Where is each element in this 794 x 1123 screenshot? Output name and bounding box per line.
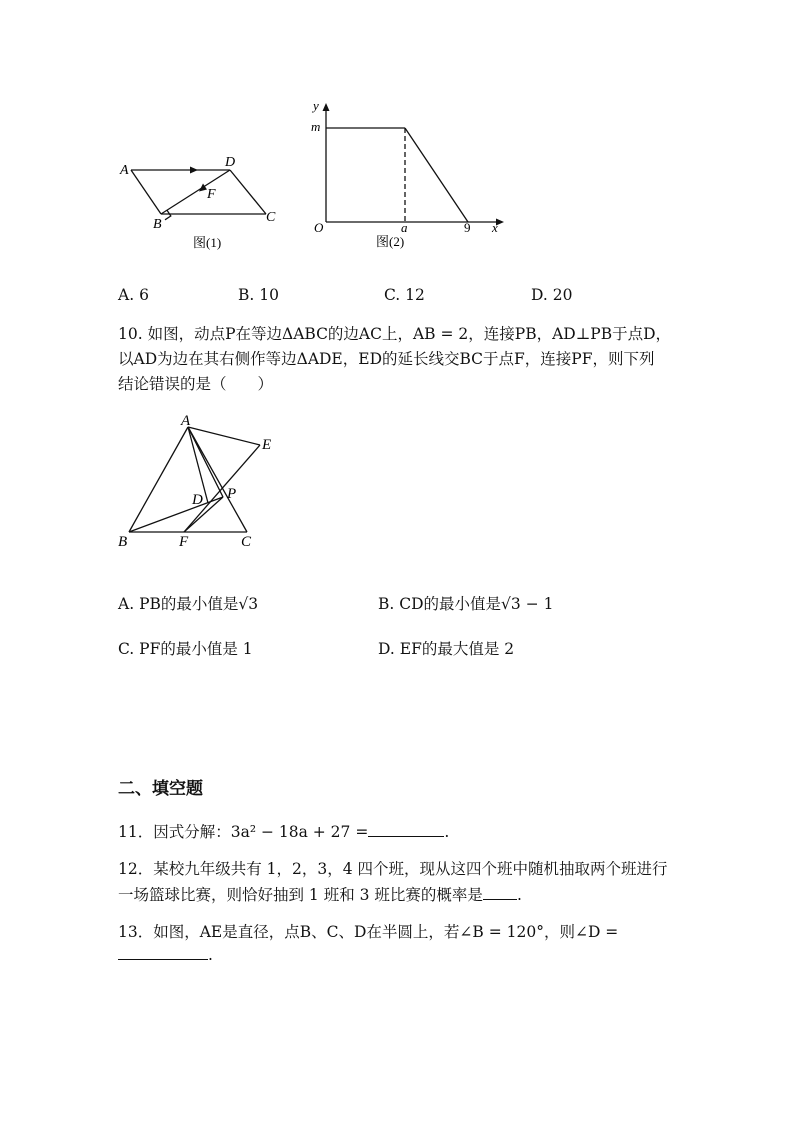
option-text: EF的最大值是 2 — [399, 640, 515, 658]
option-letter: D. — [531, 286, 548, 304]
q9-option-c — [384, 286, 425, 304]
figure-1-caption: 图(1) — [193, 235, 222, 250]
q11-end: . — [444, 823, 450, 841]
option-letter: C. — [118, 640, 135, 658]
q10-line-3: 结论错误的是（ ） — [118, 375, 274, 393]
origin-label: O — [314, 220, 324, 235]
q12-line-1: 12．某校九年级共有 1，2，3，4 四个班，现从这四个班中随机抽取两个班进行 — [118, 860, 668, 878]
option-text: 12 — [405, 286, 425, 304]
figure-2 — [300, 96, 515, 256]
point-label-a: A — [181, 413, 191, 429]
section-heading-fill-in: 二、填空题 — [118, 779, 203, 799]
option-text: CD的最小值是√3 − 1 — [399, 595, 554, 613]
q12-line-2 — [118, 883, 522, 905]
q9-option-a — [118, 286, 149, 304]
q13-line-1: 13．如图，AE是直径，点B、C、D在半圆上，若∠B = 120°，则∠D = — [118, 923, 619, 941]
point-label-d: D — [192, 492, 203, 508]
point-label-f: F — [179, 534, 189, 550]
option-text: 10 — [259, 286, 279, 304]
y-axis-arrow — [323, 103, 330, 111]
q10-option-d — [378, 637, 514, 659]
figure-q10 — [110, 412, 290, 554]
option-letter: B. — [378, 595, 395, 613]
option-letter: A. — [118, 286, 135, 304]
axis-label-x: x — [492, 220, 498, 235]
q9-option-b — [238, 286, 279, 304]
tick-label-9: 9 — [464, 220, 471, 235]
point-label-b: B — [118, 534, 128, 550]
figure-1 — [110, 150, 290, 260]
q11 — [118, 820, 449, 842]
q11-answer-blank[interactable] — [368, 822, 444, 837]
q13-answer-blank[interactable] — [118, 945, 208, 960]
option-text: 6 — [139, 286, 149, 304]
option-text: PF的最小值是 1 — [139, 640, 253, 658]
arrow-head-ad — [190, 167, 198, 174]
point-label-c: C — [241, 534, 252, 550]
tick-label-a: a — [401, 220, 408, 235]
q12-end: . — [516, 886, 522, 904]
axis-label-y: y — [313, 98, 319, 113]
q10-line-1: 10. 如图，动点P在等边ΔABC的边AC上，AB = 2，连接PB，AD⊥PB于点D， — [118, 325, 672, 343]
tick-label-m: m — [311, 119, 321, 134]
point-label-p: P — [227, 486, 237, 502]
point-label-e: E — [262, 437, 272, 453]
q13-line-2 — [118, 945, 213, 964]
option-letter: D. — [378, 640, 395, 658]
option-text: 20 — [552, 286, 573, 304]
figure-2-caption: 图(2) — [376, 234, 405, 249]
point-label-f: F — [207, 187, 216, 202]
q10-option-a — [118, 592, 258, 614]
point-label-a: A — [120, 163, 129, 178]
option-letter: C. — [384, 286, 401, 304]
option-letter: B. — [238, 286, 255, 304]
option-letter: A. — [118, 595, 135, 613]
q12-answer-blank[interactable] — [483, 885, 517, 900]
q12-text: 一场篮球比赛，则恰好抽到 1 班和 3 班比赛的概率是 — [118, 886, 483, 904]
q10-option-c — [118, 637, 253, 659]
option-text: PB的最小值是√3 — [139, 595, 259, 613]
q13-end: . — [208, 946, 213, 964]
q10-option-b — [378, 592, 554, 614]
point-label-b: B — [153, 217, 162, 232]
q10-line-2: 以AD为边在其右侧作等边ΔADE，ED的延长线交BC于点F，连接PF，则下列 — [118, 350, 655, 368]
point-label-d: D — [225, 155, 236, 170]
point-label-c: C — [266, 210, 276, 225]
q9-option-d — [531, 286, 572, 304]
q11-text: 11．因式分解：3a² − 18a + 27 = — [118, 823, 369, 841]
